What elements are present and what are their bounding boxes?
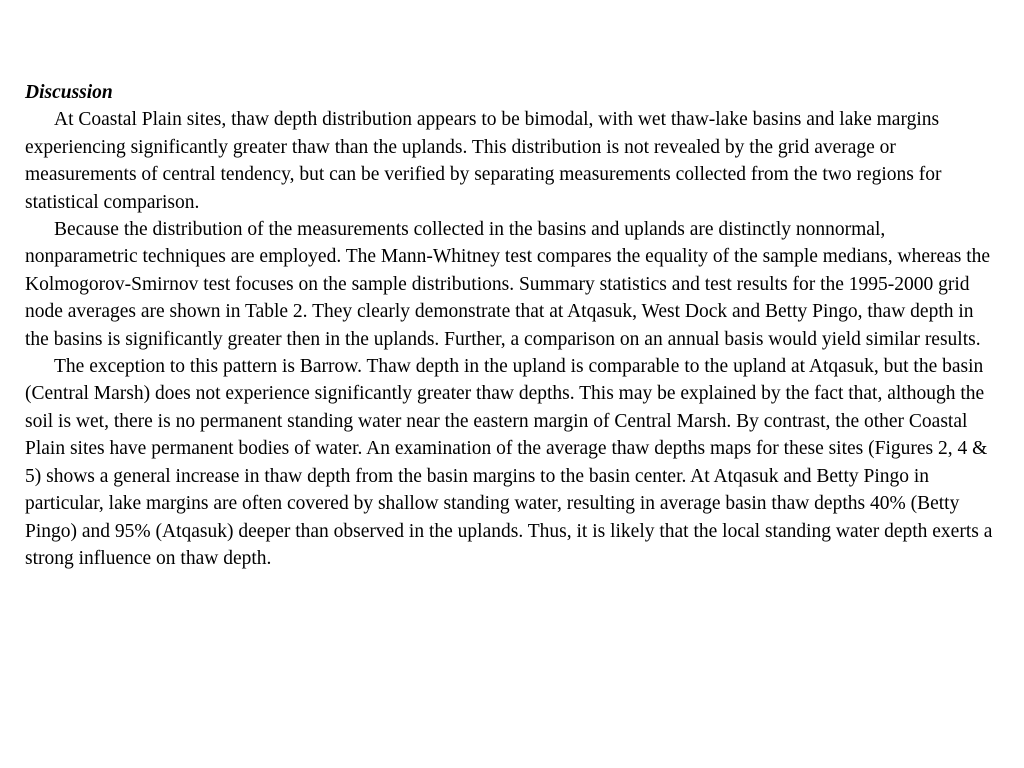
paragraph-barrow-exception: The exception to this pattern is Barrow. Thaw depth in the upland is comparable to the upland at Atqasuk, but the basin (Central Marsh) does not experience significantly greater thaw depths. This may be explained by the fact that, although the soil is wet, there is no permanent standing water near the eastern margin of Central Marsh. By contrast, the other Coastal Plain sites have permanent bodies of water. An examination of the average thaw depths maps for these sites (Figures 2, 4 & 5) shows a general increase in thaw depth from the basin margins to the basin center. At Atqasuk and Betty Pingo in particular, lake margins are often covered by shallow standing water, resulting in average basin thaw depths 40% (Betty Pingo) and 95% (Atqasuk) deeper than observed in the uplands. Thus, it is likely that the local standing water depth exerts a strong influence on thaw depth.: [25, 356, 993, 569]
paragraph-nonparametric-tests: Because the distribution of the measurements collected in the basins and uplands are distinctly nonnormal, nonparametric techniques are employed. The Mann-Whitney test compares the equality of the sample medians, whereas the Kolmogorov-Smirnov test focuses on the sample distributions. Summary statistics and test results for the 1995-2000 grid node averages are shown in Table 2. They clearly demonstrate that at Atqasuk, West Dock and Betty Pingo, thaw depth in the basins is significantly greater then in the uplands. Further, a comparison on an annual basis would yield similar results.: [25, 219, 991, 350]
section-heading: Discussion: [25, 82, 113, 103]
document-body: [25, 79, 1000, 572]
paragraph-bimodal-distribution: At Coastal Plain sites, thaw depth distribution appears to be bimodal, with wet thaw-lake basins and lake margins experiencing significantly greater thaw than the uplands. This distribution is not revealed by the grid average or measurements of central tendency, but can be verified by separating measurements collected from the two regions for statistical comparison.: [25, 109, 942, 213]
